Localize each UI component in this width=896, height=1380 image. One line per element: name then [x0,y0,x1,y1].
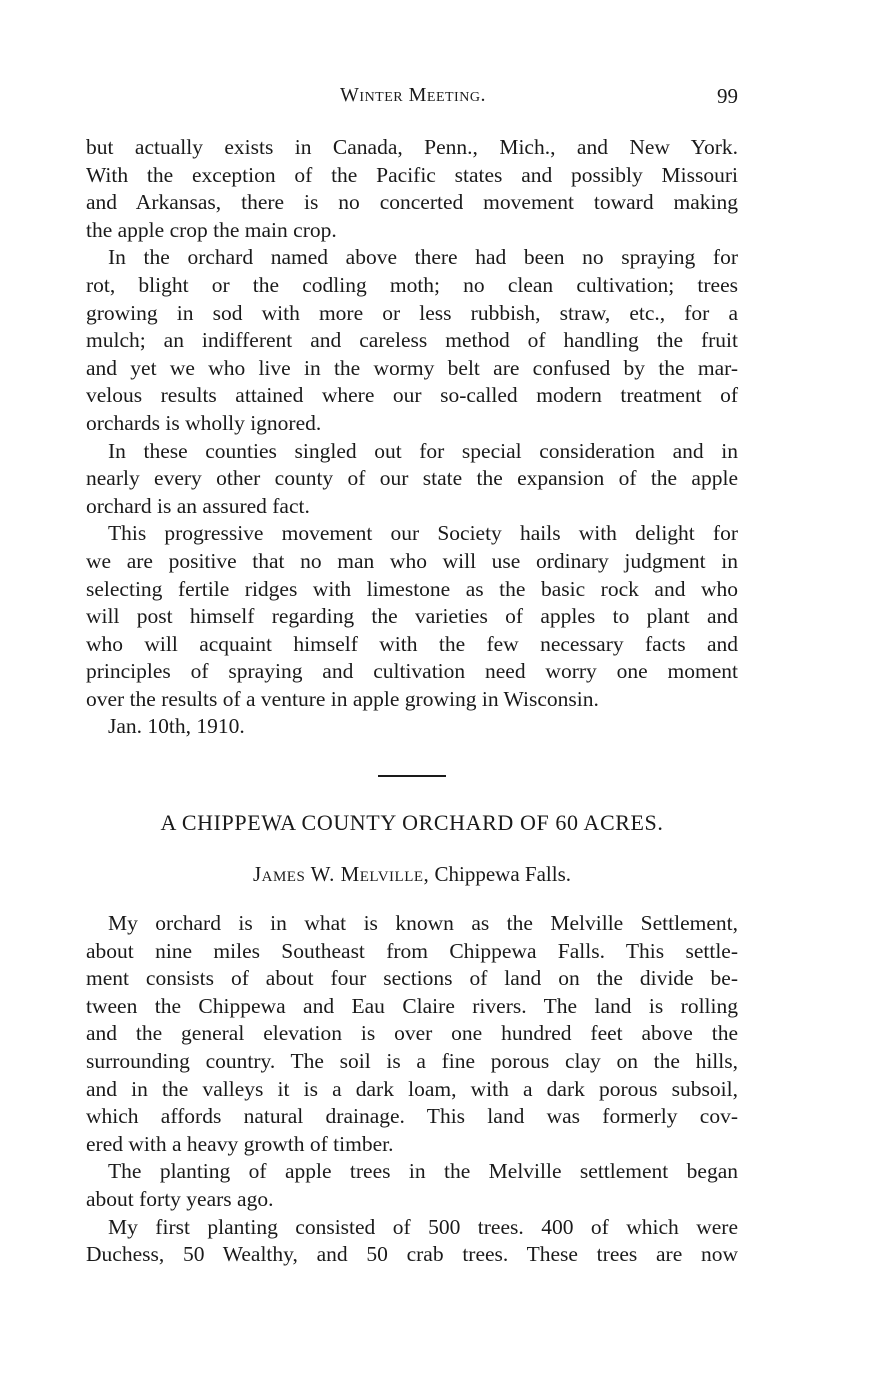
byline [86,862,738,887]
date-line: Jan. 10th, 1910. [108,714,245,739]
paragraph [86,244,738,437]
text-line: orchard is an assured fact. [86,493,310,518]
section-divider [378,775,446,777]
paragraph [86,910,738,1158]
text-line: the apple crop the main crop. [86,217,337,242]
author-name: James W. Melville, [252,862,430,886]
text-line: Duchess, 50 Wealthy, and 50 crab trees. These trees are now [86,1242,738,1267]
article-body [86,910,738,1269]
text-line: nearly every other county of our state the expansion of the apple [86,466,738,491]
text-line: about nine miles Southeast from Chippewa Falls. This settle- [86,938,738,963]
text-line: ered with a heavy growth of timber. [86,1131,394,1156]
text-line: and in the valleys it is a dark loam, with a dark porous subsoil, [86,1076,738,1101]
text-line: principles of spraying and cultivation need worry one moment [86,659,738,684]
text-line: growing in sod with more or less rubbish, straw, etc., for a [86,300,738,325]
text-line: In the orchard named above there had been no spraying for [108,245,738,270]
text-line: and Arkansas, there is no concerted movement toward making [86,190,738,215]
text-line: This progressive movement our Society hails with delight for [108,521,738,546]
author-place: Chippewa Falls. [434,862,572,886]
paragraph [86,134,738,244]
text-line: surrounding country. The soil is a fine porous clay on the hills, [86,1048,738,1073]
text-line: which affords natural drainage. This land was formerly cov- [86,1104,738,1129]
text-line: selecting fertile ridges with limestone as the basic rock and who [86,576,738,601]
continued-text [86,134,738,741]
text-line: we are positive that no man who will use ordinary judgment in [86,548,738,573]
text-line: With the exception of the Pacific states and possibly Missouri [86,162,738,187]
text-line: over the results of a venture in apple growing in Wisconsin. [86,686,599,711]
text-line: and yet we who live in the wormy belt are confused by the mar- [86,355,738,380]
text-line: tween the Chippewa and Eau Claire rivers. The land is rolling [86,993,738,1018]
paragraph [86,1214,738,1269]
text-line: and the general elevation is over one hundred feet above the [86,1021,738,1046]
text-line: but actually exists in Canada, Penn., Mich., and New York. [86,135,738,159]
paragraph [86,438,738,521]
text-line: will post himself regarding the varieties of apples to plant and [86,604,738,629]
article-paragraphs [86,910,738,1269]
text-line: orchards is wholly ignored. [86,410,322,435]
article-title: A CHIPPEWA COUNTY ORCHARD OF 60 ACRES. [160,810,664,835]
paragraph [86,520,738,713]
text-line: velous results attained where our so-called modern treatment of [86,383,738,408]
text-line: In these counties singled out for special consideration and in [108,438,738,463]
text-line: rot, blight or the codling moth; no clean cultivation; trees [86,272,738,297]
running-head [88,84,738,110]
text-line: The planting of apple trees in the Melville settlement began [108,1159,738,1184]
text-line: mulch; an indifferent and careless method of handling the fruit [86,328,738,353]
paragraph [86,1158,738,1213]
text-line: ment consists of about four sections of land on the divide be- [86,966,738,991]
text-line: about forty years ago. [86,1186,274,1211]
text-line: My first planting consisted of 500 trees. 400 of which were [108,1214,738,1239]
page-number: 99 [717,84,738,108]
text-line: My orchard is in what is known as the Melville Settlement, [108,911,738,935]
text-line: who will acquaint himself with the few necessary facts and [86,631,738,656]
running-title: Winter Meeting. [340,84,486,106]
continued-paragraphs [86,134,738,713]
